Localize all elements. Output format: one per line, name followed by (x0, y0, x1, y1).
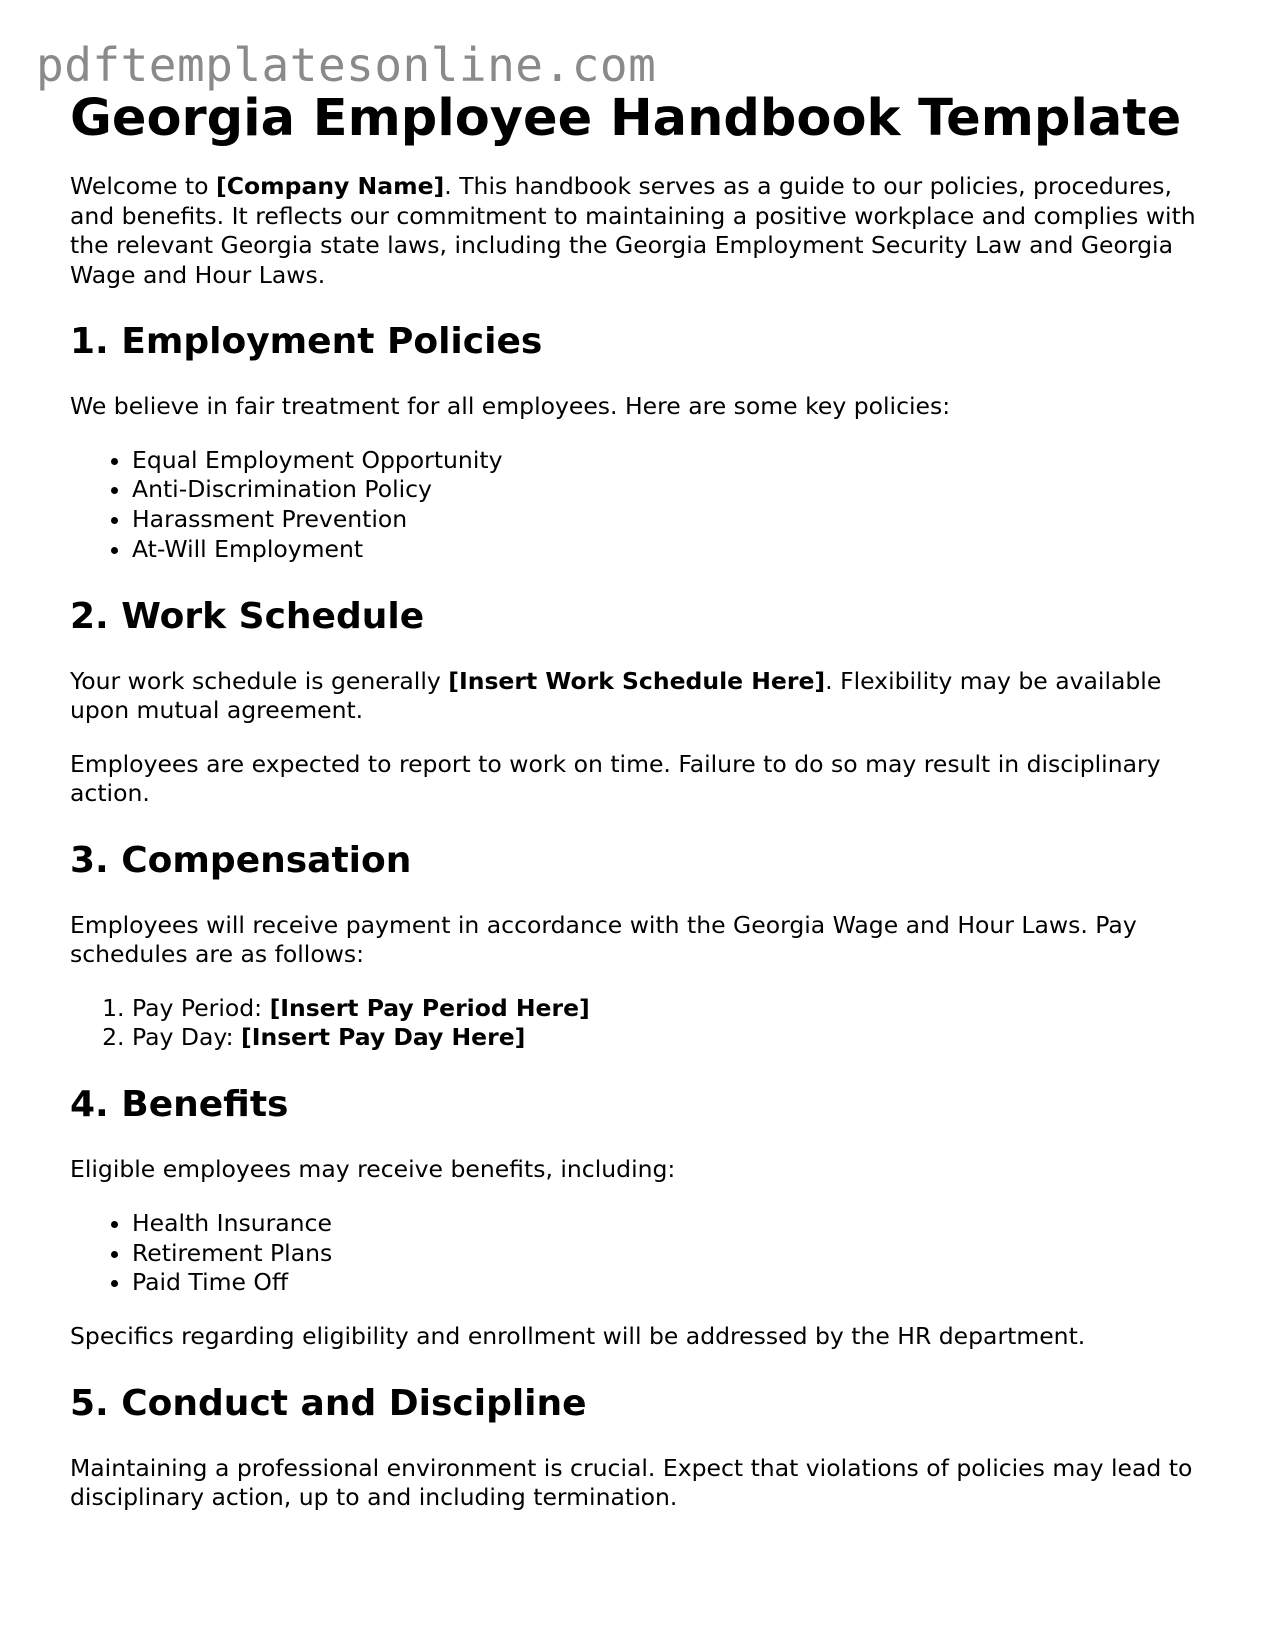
list-item: • Health Insurance (132, 1209, 1210, 1239)
punctuality-paragraph: Employees are expected to report to work on time. Failure to do so may result in disciplinary action. (70, 749, 1161, 808)
intro-paragraph (70, 172, 1210, 290)
watermark: pdftemplatesonline.com (36, 38, 657, 92)
work-schedule-placeholder: [Insert Work Schedule Here] (448, 666, 826, 695)
section-heading-benefits: 4. Benefits (70, 1084, 289, 1126)
work-schedule-text-post: . Flexibility may be available upon mutual agreement. (70, 666, 1162, 725)
list-item: • Harassment Prevention (132, 505, 1210, 535)
page-title: Georgia Employee Handbook Template (70, 89, 1182, 148)
intro-text-pre: Welcome to (70, 172, 217, 200)
pay-day-label: Pay Day: (132, 1023, 241, 1052)
benefits-list (70, 1209, 1210, 1298)
intro-text-post: . This handbook serves as a guide to our policies, procedures, and benefits. It reflects our commitment to maintaining a positive workplace and complies with the relevant Georgia state laws, including the Georgia Employment Security Law and Georgia Wage and Hour Laws. (70, 172, 1196, 289)
employment-policies-list (70, 446, 1210, 565)
compensation-text: Employees will receive payment in accordance with the Georgia Wage and Hour Laws. Pay schedules are as follows: (70, 910, 1137, 969)
work-schedule-text-pre: Your work schedule is generally (70, 666, 449, 695)
list-item: • At-Will Employment (132, 535, 1210, 565)
list-item (132, 994, 1210, 1024)
pay-period-label: Pay Period: (132, 993, 270, 1022)
pay-period-placeholder: [Insert Pay Period Here] (269, 993, 590, 1022)
work-schedule-paragraph (70, 667, 1210, 726)
list-item: • Retirement Plans (132, 1239, 1210, 1269)
section-heading-conduct-discipline: 5. Conduct and Discipline (70, 1382, 587, 1424)
benefits-text: Eligible employees may receive benefits, including: (70, 1155, 676, 1184)
pay-schedule-list (70, 994, 1210, 1054)
section-heading-employment-policies: 1. Employment Policies (70, 321, 543, 362)
list-item (132, 1023, 1210, 1053)
conduct-text: Maintaining a professional environment is crucial. Expect that violations of policies may lead to disciplinary action, up to and including termination. (70, 1453, 1193, 1512)
list-item: • Equal Employment Opportunity (132, 446, 1210, 476)
company-name-placeholder: [Company Name] (216, 172, 445, 200)
list-item: • Anti-Discrimination Policy (132, 475, 1210, 505)
list-item: • Paid Time Off (132, 1268, 1210, 1298)
benefits-note: Specifics regarding eligibility and enrollment will be addressed by the HR department. (70, 1322, 1086, 1351)
document-body (70, 86, 1210, 1537)
pay-day-placeholder: [Insert Pay Day Here] (240, 1023, 526, 1052)
section-heading-work-schedule: 2. Work Schedule (70, 595, 425, 637)
section-heading-compensation: 3. Compensation (70, 839, 412, 881)
employment-policies-text: We believe in fair treatment for all employees. Here are some key policies: (70, 392, 951, 420)
